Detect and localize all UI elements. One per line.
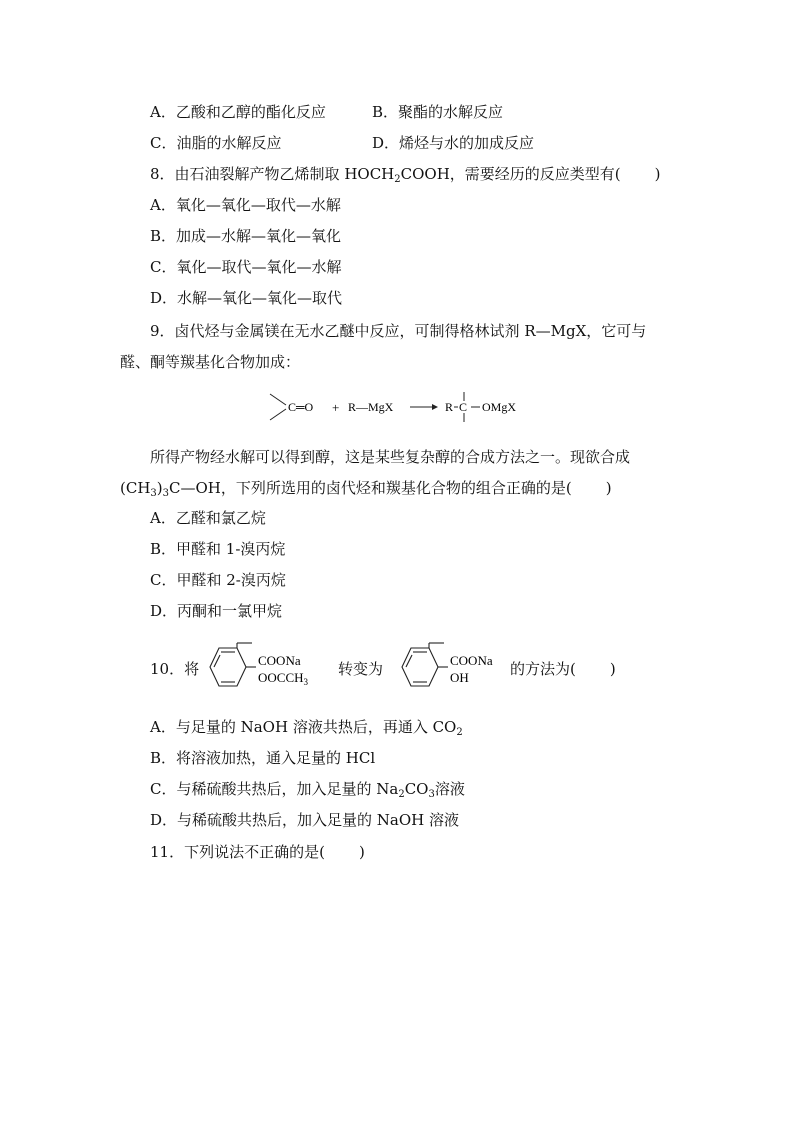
- q10-option-d: D．与稀硫酸共热后，加入足量的 NaOH 溶液: [150, 811, 460, 829]
- q9-eq-plus: +: [332, 400, 340, 415]
- q8-option-c: C．氧化—取代—氧化—水解: [150, 258, 342, 276]
- struct1-coona: COONa: [258, 653, 301, 668]
- q10-mid: 转变为: [338, 660, 384, 678]
- q9-text-line2: $(CH_3)_3C—OH$，下列所选用的卤代烃和羰基化合物的组合正确的是( ): [120, 479, 612, 499]
- q9-eq-r-mgx: R—MgX: [348, 400, 394, 414]
- q7-option-a: A．乙酸和乙醇的酯化反应: [150, 103, 326, 121]
- q10-option-c: C．与稀硫酸共热后，加入足量的 $Na_2CO_3$溶液: [150, 780, 465, 800]
- q9-stem-line1: 9．卤代烃与金属镁在无水乙醚中反应，可制得格林试剂 R—MgX，它可与: [150, 322, 647, 340]
- q9-eq-c-o: C═O: [288, 400, 314, 414]
- q11-stem: 11．下列说法不正确的是( ): [150, 843, 365, 861]
- q10-option-b: B．将溶液加热，通入足量的 HCl: [150, 749, 376, 767]
- benzene-hydroxy-structure: [392, 640, 510, 698]
- q8-option-a: A．氧化—氧化—取代—水解: [150, 196, 341, 214]
- struct2-oh: OH: [450, 670, 469, 685]
- q9-text-line1: 所得产物经水解可以得到醇，这是某些复杂醇的合成方法之一。现欲合成: [150, 448, 631, 466]
- q9-option-d: D．丙酮和一氯甲烷: [150, 602, 283, 620]
- q8-option-b: B．加成—水解—氧化—氧化: [150, 227, 342, 245]
- q9-grignard-equation: [268, 388, 568, 430]
- q7-option-d: D．烯烃与水的加成反应: [372, 134, 535, 152]
- q8-stem: 8．由石油裂解产物乙烯制取 $HOCH_2COOH$，需要经历的反应类型有( ): [150, 165, 661, 185]
- q10-num: 10．将: [150, 660, 200, 678]
- q9-eq-c: C: [459, 400, 468, 414]
- q10-option-a: A．与足量的 NaOH 溶液共热后，再通入 $CO_2$: [150, 718, 463, 738]
- struct1-ooch3: $OOCCH_3$: [258, 670, 309, 687]
- benzene-acetoxy-structure: [200, 640, 335, 698]
- q9-option-c: C．甲醛和 2-溴丙烷: [150, 571, 286, 589]
- q7-option-b: B．聚酯的水解反应: [372, 103, 504, 121]
- q9-eq-r: R: [445, 400, 454, 414]
- q10-tail: 的方法为( ): [510, 660, 616, 678]
- q7-option-c: C．油脂的水解反应: [150, 134, 282, 152]
- q9-stem-line2: 醛、酮等羰基化合物加成：: [120, 353, 301, 371]
- q9-option-b: B．甲醛和 1-溴丙烷: [150, 540, 286, 558]
- q8-option-d: D．水解—氧化—氧化—取代: [150, 289, 343, 307]
- q9-option-a: A．乙醛和氯乙烷: [150, 509, 266, 527]
- struct2-coona: COONa: [450, 653, 493, 668]
- q9-eq-omgx: OMgX: [482, 400, 517, 414]
